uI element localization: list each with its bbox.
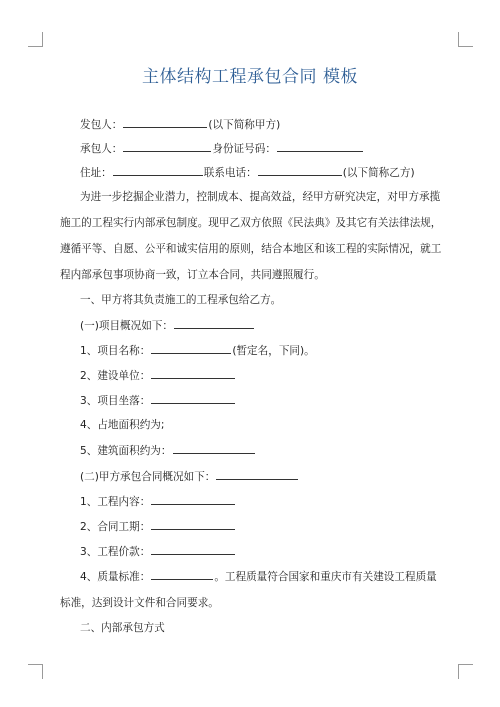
construction-unit-label: 2、建设单位：	[80, 370, 151, 382]
document-title: 主体结构工程承包合同 模板	[142, 67, 358, 87]
project-name-suffix: (暂定名，下同)。	[232, 345, 315, 357]
quality-standard-label: 4、质量标准：	[80, 571, 151, 583]
contract-price-label: 3、工程价款：	[80, 546, 151, 558]
address-blank[interactable]	[113, 165, 203, 176]
crop-mark-bottom-left	[28, 664, 43, 679]
contract-period-label: 2、合同工期：	[80, 521, 151, 533]
project-location-label: 3、项目坐落：	[80, 395, 151, 407]
quality-standard-blank[interactable]	[151, 569, 213, 580]
work-content-line	[80, 494, 236, 509]
section1-heading: 一、甲方将其负责施工的工程承包给乙方。	[80, 294, 282, 306]
quality-standard-text: 。工程质量符合国家和重庆市有关建设工程质量标准，达到设计文件和合同要求。	[60, 571, 437, 609]
section1-sub1-blank[interactable]	[174, 318, 254, 329]
section1-sub1-label: (一)项目概况如下：	[80, 320, 174, 332]
project-name-blank[interactable]	[151, 343, 231, 354]
address-line	[80, 165, 415, 180]
address-suffix: (以下简称乙方)	[342, 167, 415, 179]
project-name-line	[80, 343, 315, 358]
party-a-suffix: (以下简称甲方)	[208, 119, 281, 131]
land-area-label: 4、占地面积约为;	[80, 419, 165, 431]
section1-sub2-blank[interactable]	[216, 469, 298, 480]
quality-standard-paragraph	[60, 564, 442, 616]
construction-unit-blank[interactable]	[151, 368, 235, 379]
crop-mark-bottom-right	[458, 664, 473, 679]
construction-unit-line	[80, 368, 236, 383]
party-b-line	[80, 141, 364, 156]
party-b-id-label: 身份证号码：	[212, 143, 276, 155]
building-area-line	[80, 443, 256, 458]
project-name-label: 1、项目名称：	[80, 345, 151, 357]
building-area-label: 5、建筑面积约为：	[80, 445, 172, 457]
work-content-label: 1、工程内容：	[80, 496, 151, 508]
section1-sub2-line	[80, 469, 299, 484]
address-label: 住址：	[80, 167, 112, 179]
preamble-paragraph: 为进一步挖掘企业潜力，控制成本、提高效益，经甲方研究决定，对甲方承揽施工的工程实行内部承包制度。现甲乙双方依照《民法典》及其它有关法律法规，遵循平等、自愿、公平和诚实信用的原则，结合本地区和该工程的实际情况，就工程内部承包事项协商一致，订立本合同，共同遵照履行。	[60, 191, 442, 281]
party-b-id-blank[interactable]	[277, 141, 363, 152]
project-location-blank[interactable]	[151, 393, 235, 404]
project-location-line	[80, 393, 236, 408]
section2-heading: 二、内部承包方式	[80, 622, 165, 634]
contract-price-line	[80, 544, 236, 559]
party-b-label: 承包人：	[80, 143, 123, 155]
contract-price-blank[interactable]	[151, 544, 235, 555]
party-a-label: 发包人：	[80, 119, 123, 131]
contract-period-line	[80, 519, 236, 534]
party-a-line	[80, 117, 280, 132]
section1-sub2-label: (二)甲方承包合同概况如下：	[80, 471, 216, 483]
crop-mark-top-right	[458, 32, 473, 47]
section1-sub1-line	[80, 318, 255, 333]
party-b-blank[interactable]	[123, 141, 211, 152]
party-a-blank[interactable]	[123, 117, 207, 128]
phone-blank[interactable]	[258, 165, 342, 176]
crop-mark-top-left	[28, 32, 43, 47]
building-area-blank[interactable]	[173, 443, 255, 454]
land-area-line	[80, 418, 164, 432]
work-content-blank[interactable]	[151, 494, 235, 505]
contract-period-blank[interactable]	[151, 519, 235, 530]
phone-label: 联系电话：	[203, 167, 257, 179]
